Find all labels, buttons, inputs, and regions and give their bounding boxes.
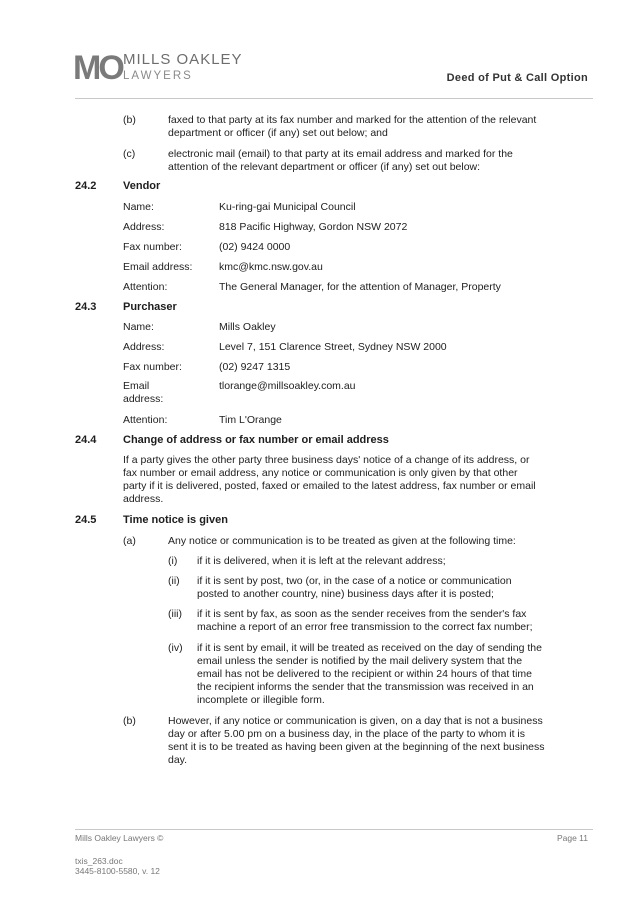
field-value: (02) 9424 0000 [219, 241, 291, 253]
item-b-line: faxed to that party at its fax number and marked for the attention of the relevant [168, 114, 537, 126]
paragraph-line: party if it is delivered, posted, faxed or emailed to the latest address, fax number or email [123, 480, 536, 492]
field-label: Email address: [123, 261, 193, 273]
section-heading: Change of address or fax number or email address [123, 434, 389, 446]
footer-firm: Mills Oakley Lawyers © [75, 833, 164, 843]
subitem-label: (iv) [168, 642, 183, 654]
field-label: Fax number: [123, 361, 182, 373]
subitem-label: (ii) [168, 575, 180, 587]
subitem-line: email unless the sender is notified by the mail delivery system that the [197, 655, 523, 667]
subitem-line: the recipient informs the sender that the transmission was received in an [197, 681, 534, 693]
section-number: 24.2 [75, 180, 97, 192]
firm-name: MILLS OAKLEY [123, 51, 243, 68]
field-value: The General Manager, for the attention of Manager, Property [219, 281, 501, 293]
field-label: Attention: [123, 281, 168, 293]
section-number: 24.4 [75, 434, 97, 446]
subitem-line: email has not be delivered to the recipient or within 24 hours of that time [197, 668, 533, 680]
section-heading: Time notice is given [123, 514, 228, 526]
field-value: kmc@kmc.nsw.gov.au [219, 261, 323, 273]
field-label: Address: [123, 221, 165, 233]
section-heading: Vendor [123, 180, 161, 192]
field-value: Level 7, 151 Clarence Street, Sydney NSW 2000 [219, 341, 447, 353]
section-number: 24.3 [75, 301, 97, 313]
field-label: Address: [123, 341, 165, 353]
field-label: Name: [123, 201, 154, 213]
paragraph-line: day. [168, 754, 188, 766]
field-label: Email [123, 380, 150, 392]
field-value: (02) 9247 1315 [219, 361, 291, 373]
field-value: Ku-ring-gai Municipal Council [219, 201, 356, 213]
field-value: Mills Oakley [219, 321, 276, 333]
document-title: Deed of Put & Call Option [446, 72, 588, 84]
item-b-label: (b) [123, 715, 136, 727]
footer-reference: 3445-8100-5580, v. 12 [75, 866, 160, 876]
subitem-label: (iii) [168, 608, 182, 620]
footer-rule [75, 829, 593, 830]
paragraph-line: day or after 5.00 pm on a business day, in the place of the party to whom it is [168, 728, 525, 740]
paragraph-line: However, if any notice or communication is given, on a day that is not a business [168, 715, 543, 727]
logo-mark: MO [73, 49, 122, 87]
item-c-label: (c) [123, 148, 136, 160]
item-a-text: Any notice or communication is to be treated as given at the following time: [168, 535, 516, 547]
subitem-line: if it is sent by email, it will be treated as received on the day of sending the [197, 642, 542, 654]
subitem-line: posted to another country, nine) business days after it is posted; [197, 588, 494, 600]
header-rule [75, 98, 593, 99]
subitem-line: if it is sent by fax, as soon as the sender receives from the sender's fax [197, 608, 527, 620]
field-label: Fax number: [123, 241, 182, 253]
page-number: Page 11 [556, 833, 588, 843]
section-number: 24.5 [75, 514, 97, 526]
field-value: tlorange@millsoakley.com.au [219, 380, 356, 392]
paragraph-line: address. [123, 493, 164, 505]
item-b-label: (b) [123, 114, 136, 126]
subitem-line: machine a report of an error free transmission to the correct fax number; [197, 621, 533, 633]
field-label: Name: [123, 321, 154, 333]
field-label: address: [123, 393, 164, 405]
subitem-line: if it is sent by post, two (or, in the case of a notice or communication [197, 575, 512, 587]
paragraph-line: sent it is to be treated as having been given at the beginning of the next business [168, 741, 545, 753]
paragraph-line: If a party gives the other party three business days' notice of a change of its address, or [123, 454, 530, 466]
subitem-line: if it is delivered, when it is left at the relevant address; [197, 555, 446, 567]
field-value: Tim L'Orange [219, 414, 282, 426]
footer-filename: txis_263.doc [75, 856, 123, 866]
firm-subtitle: LAWYERS [123, 70, 193, 82]
subitem-label: (i) [168, 555, 178, 567]
field-label: Attention: [123, 414, 168, 426]
paragraph-line: fax number or email address, any notice or communication is only given by that other [123, 467, 518, 479]
subitem-line: incomplete or illegible form. [197, 694, 325, 706]
item-b-line: department or officer (if any) set out below; and [168, 127, 388, 139]
field-value: 818 Pacific Highway, Gordon NSW 2072 [219, 221, 408, 233]
section-heading: Purchaser [123, 301, 177, 313]
item-a-label: (a) [123, 535, 136, 547]
item-c-line: electronic mail (email) to that party at its email address and marked for the [168, 148, 513, 160]
item-c-line: attention of the relevant department or officer (if any) set out below: [168, 161, 481, 173]
